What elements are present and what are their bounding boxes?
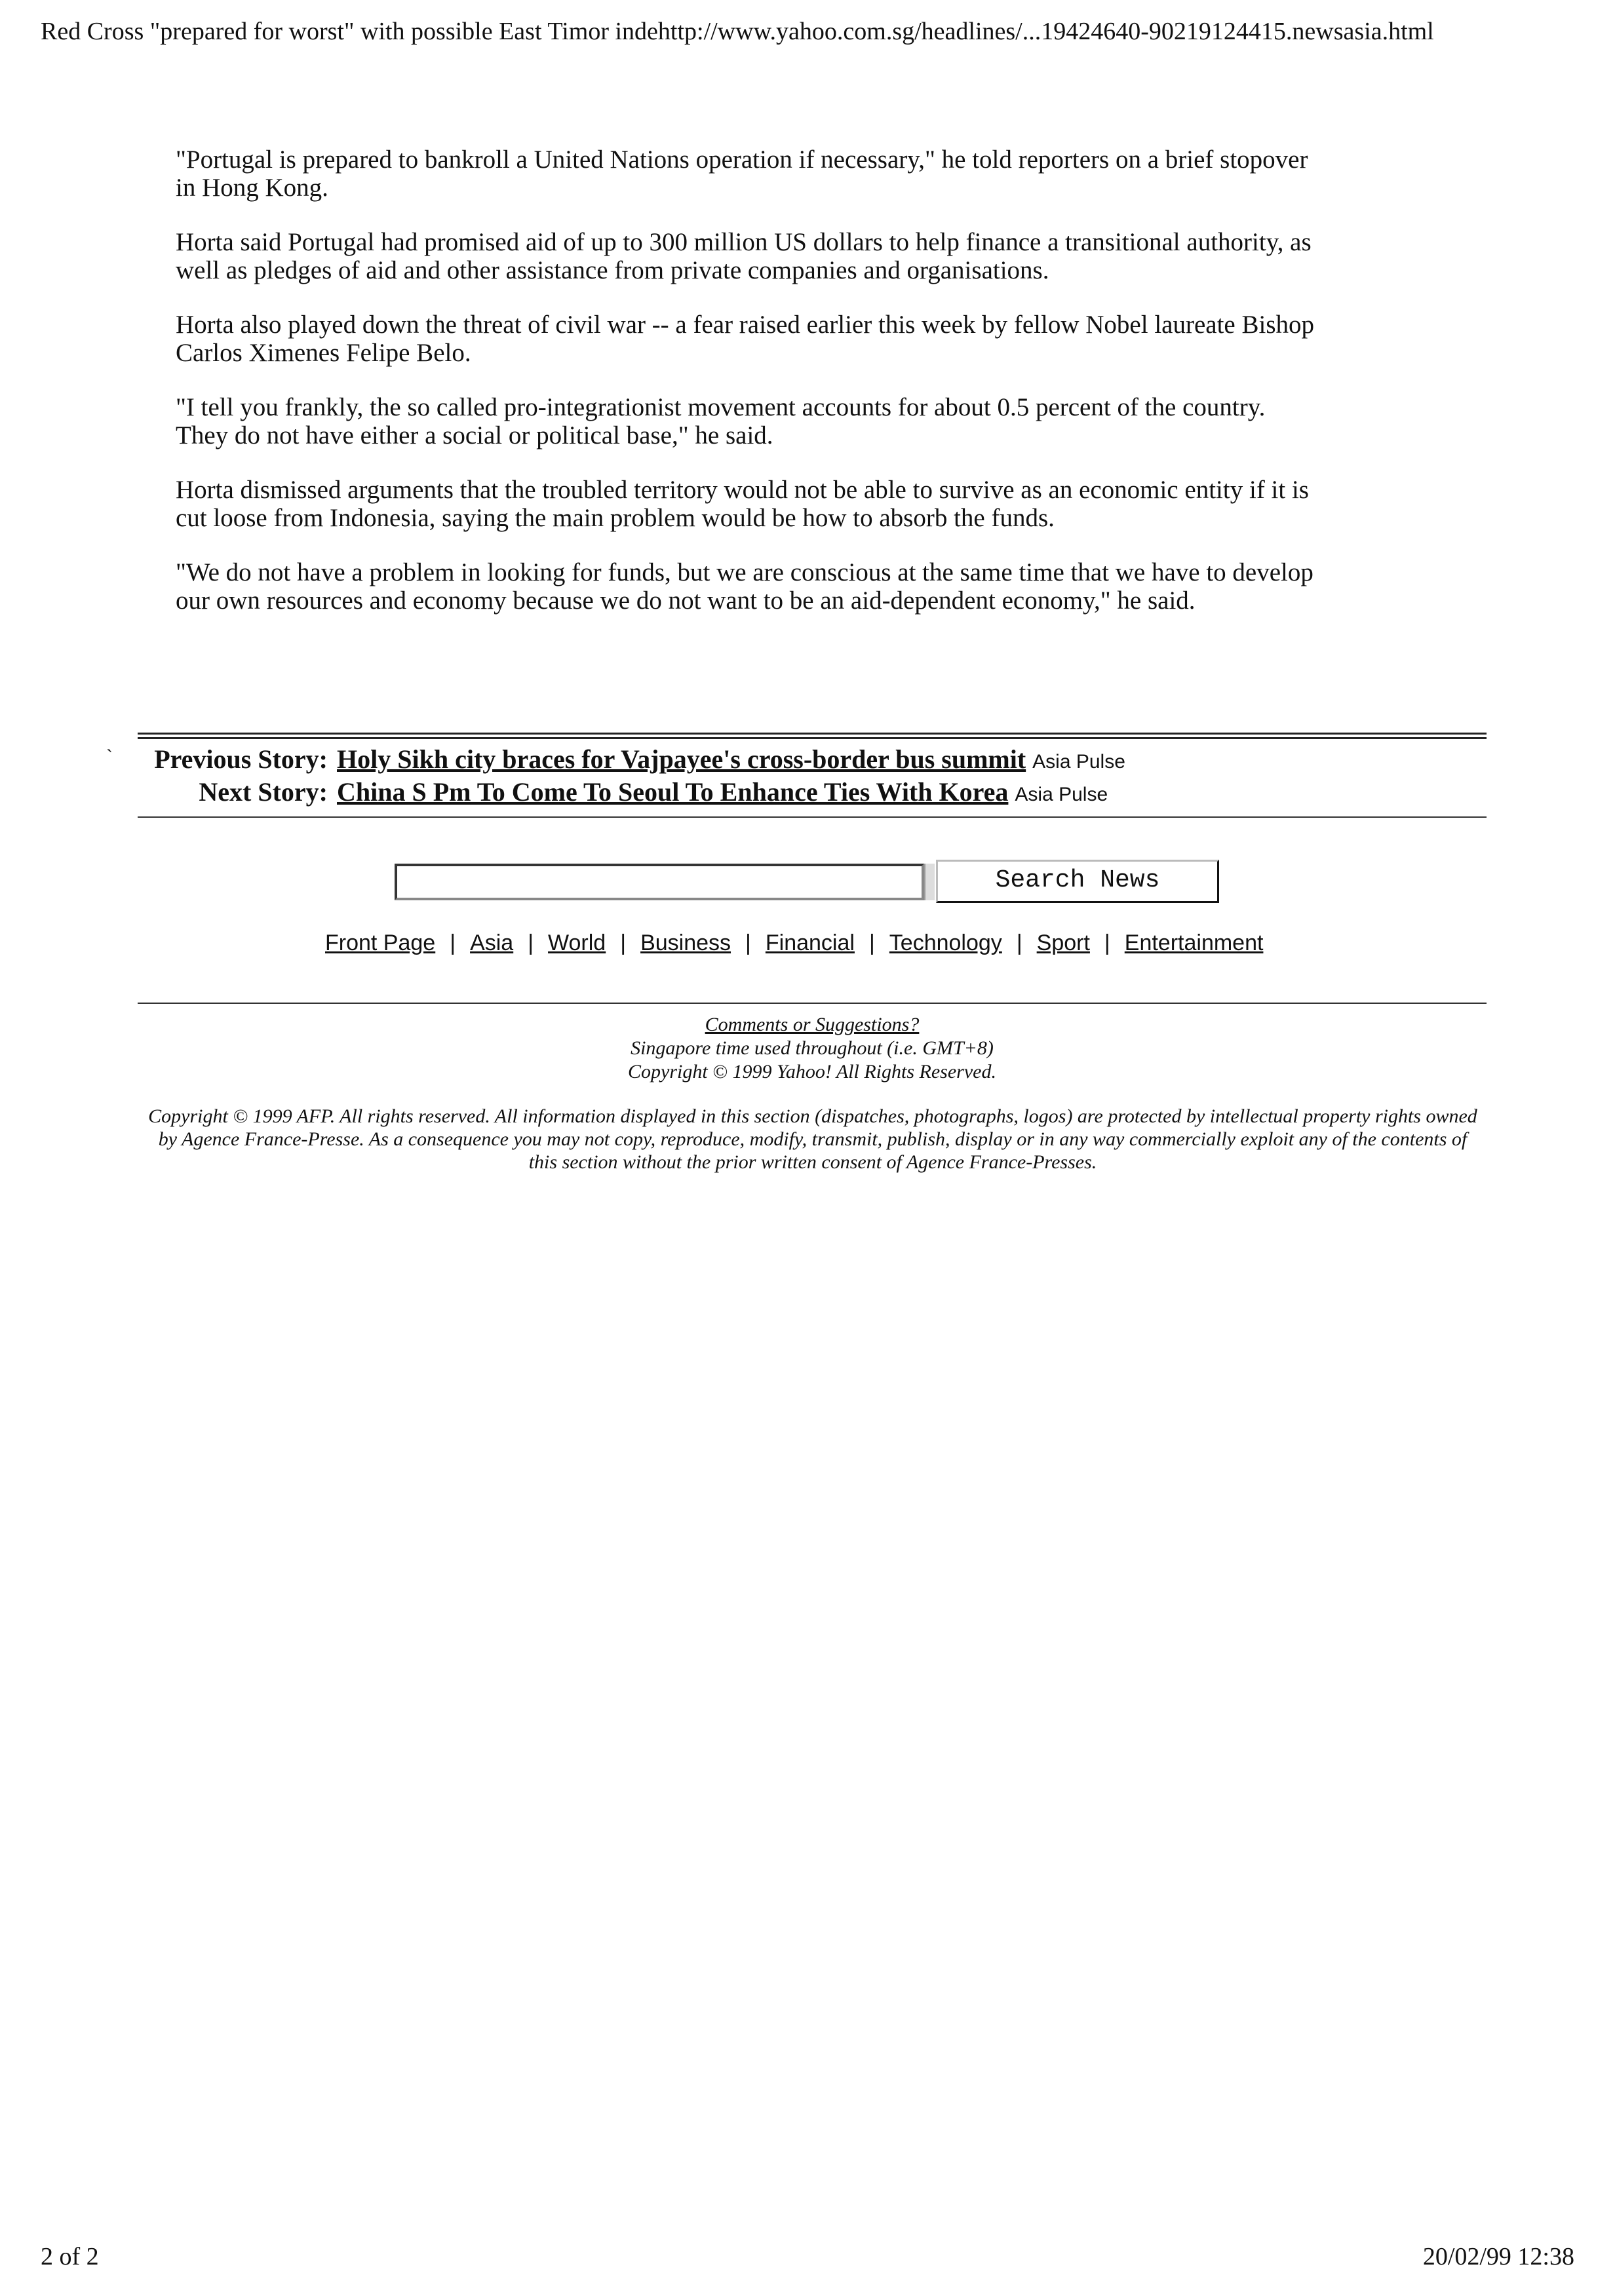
article-paragraph: Horta also played down the threat of civil war -- a fear raised earlier this week by fellow Nobel laureate Bishop Carlos Ximenes Felipe Belo. (176, 311, 1315, 367)
footer-divider (138, 1003, 1487, 1004)
footer-info (138, 1013, 1487, 1084)
nav-link-world[interactable]: World (548, 930, 606, 955)
yahoo-copyright: Copyright © 1999 Yahoo! All Rights Reserved. (628, 1061, 996, 1082)
nav-link-entertainment[interactable]: Entertainment (1124, 930, 1264, 955)
story-nav-bottom-divider (138, 816, 1487, 818)
search-input-edge (924, 864, 935, 900)
search-news-input[interactable] (395, 864, 924, 900)
article-paragraph: "We do not have a problem in looking for funds, but we are conscious at the same time that we have to develop our own resources and economy because we do not want to be an aid-dependent economy," he said. (176, 558, 1313, 615)
article-paragraph: Horta said Portugal had promised aid of up to 300 million US dollars to help finance a transitional authority, as well as pledges of aid and other assistance from private companies and organisations. (176, 228, 1312, 284)
nav-link-business[interactable]: Business (640, 930, 731, 955)
story-navigation (138, 744, 1125, 810)
print-timestamp: 20/02/99 12:38 (1422, 2243, 1574, 2270)
nav-separator: | (1104, 930, 1110, 955)
nav-separator: | (868, 930, 875, 955)
comments-suggestions-link[interactable]: Comments or Suggestions? (705, 1014, 920, 1035)
article-paragraph: "I tell you frankly, the so called pro-integrationist movement accounts for about 0.5 percent of the country. They do not have either a social or political base," he said. (176, 393, 1266, 450)
print-header-title-url: Red Cross "prepared for worst" with possible East Timor indehttp://www.yahoo.com.sg/headlines/...19424640-90219124415.newsasia.html (41, 18, 1434, 45)
article-paragraph: "Portugal is prepared to bankroll a United Nations operation if necessary," he told reporters on a brief stopover in Hong Kong. (176, 145, 1308, 202)
nav-link-technology[interactable]: Technology (889, 930, 1002, 955)
previous-story-link[interactable]: Holy Sikh city braces for Vajpayee's cross-border bus summit (337, 744, 1026, 774)
nav-separator: | (450, 930, 456, 955)
nav-link-front-page[interactable]: Front Page (325, 930, 436, 955)
next-story-row (138, 777, 1125, 810)
stray-tick-mark: ` (106, 746, 113, 767)
previous-story-row (138, 744, 1125, 777)
nav-separator: | (528, 930, 534, 955)
nav-link-asia[interactable]: Asia (470, 930, 514, 955)
previous-story-label: Previous Story: (154, 744, 328, 774)
story-nav-top-divider (138, 733, 1487, 739)
nav-separator: | (745, 930, 751, 955)
afp-copyright-notice: Copyright © 1999 AFP. All rights reserved. All information displayed in this section (dispatches, photographs, logos) are protected by intellectual property rights owned by Agence France-Presse. As a consequence you may not copy, reproduce, modify, transmit, publish, display or in any way commercially exploit any of the contents of this section without the prior written consent of Agence France-Presses. (148, 1105, 1477, 1173)
nav-link-sport[interactable]: Sport (1036, 930, 1090, 955)
search-news-button[interactable]: Search News (936, 860, 1219, 903)
article-body (176, 145, 1316, 641)
nav-link-financial[interactable]: Financial (765, 930, 855, 955)
timezone-note: Singapore time used throughout (i.e. GMT+8) (631, 1037, 994, 1059)
nav-separator: | (620, 930, 627, 955)
next-story-label: Next Story: (199, 777, 328, 807)
section-nav (325, 930, 1263, 956)
article-paragraph: Horta dismissed arguments that the troubled territory would not be able to survive as an economic entity if it is cut loose from Indonesia, saying the main problem would be how to absorb the funds. (176, 476, 1309, 532)
next-story-link[interactable]: China S Pm To Come To Seoul To Enhance Ties With Korea (337, 777, 1009, 807)
nav-separator: | (1016, 930, 1022, 955)
previous-story-source: Asia Pulse (1032, 751, 1125, 773)
print-page-number: 2 of 2 (41, 2243, 99, 2270)
next-story-source: Asia Pulse (1015, 784, 1108, 805)
